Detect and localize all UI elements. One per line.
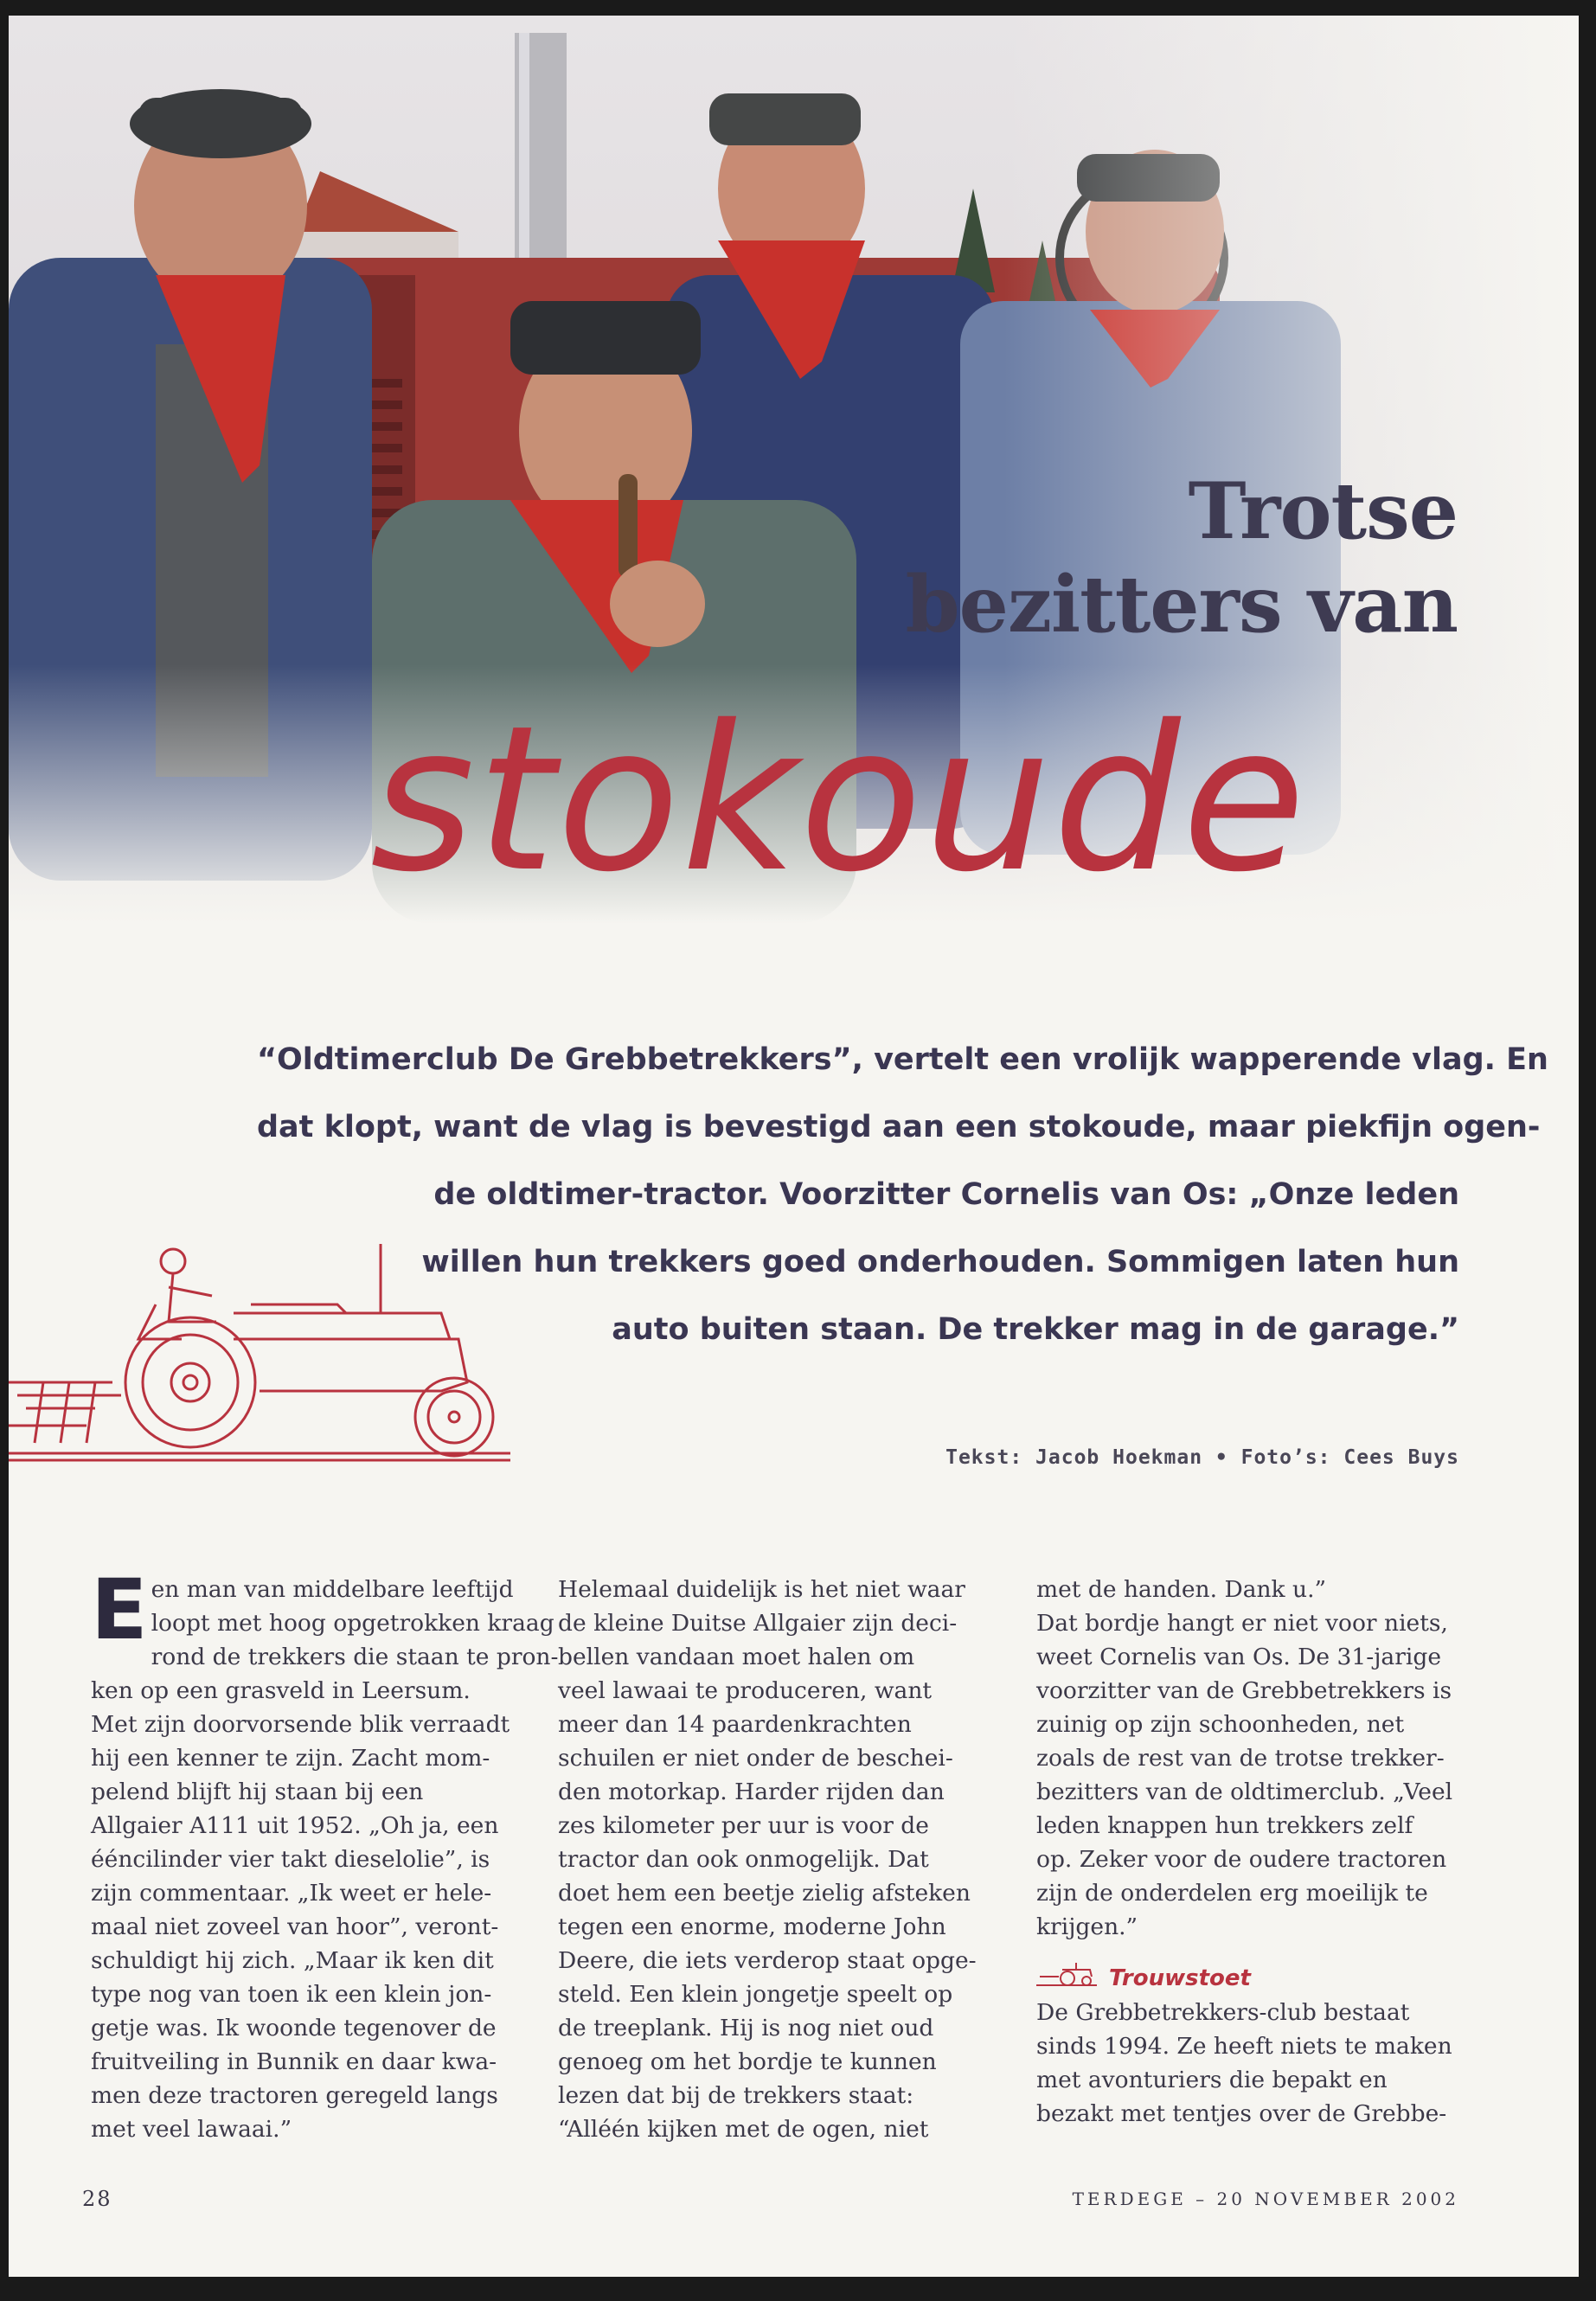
text-line: tractor dan ook onmogelijk. Dat	[558, 1846, 929, 1873]
text-line: type nog van toen ik een klein jon-	[91, 1981, 492, 2008]
text-line: Met zijn doorvorsende blik verraadt	[91, 1711, 510, 1738]
title-line-3: stokoude	[370, 683, 1308, 916]
text-line: sinds 1994. Ze heeft niets te maken	[1036, 2033, 1452, 2060]
page-number: 28	[82, 2187, 112, 2211]
text-line: met veel lawaai.”	[91, 2116, 292, 2143]
body-column-3	[1036, 1573, 1469, 2131]
magazine-page	[9, 16, 1579, 2277]
text-line: getje was. Ik woonde tegenover de	[91, 2015, 497, 2041]
text-line: zijn commentaar. „Ik weet er hele-	[91, 1880, 492, 1907]
text-line: zuinig op zijn schoonheden, net	[1036, 1711, 1405, 1738]
text-line: zes kilometer per uur is voor de	[558, 1812, 929, 1839]
text-line: hij een kenner te zijn. Zacht mom-	[91, 1745, 490, 1772]
text-line: men deze tractoren geregeld langs	[91, 2082, 498, 2109]
text-line: den motorkap. Harder rijden dan	[558, 1779, 945, 1805]
text-line: krijgen.”	[1036, 1913, 1138, 1940]
text-line: bezakt met tentjes over de Grebbe-	[1036, 2100, 1447, 2127]
text-line: schuldigt hij zich. „Maar ik ken dit	[91, 1947, 494, 1974]
text-line: en man van middelbare leeftijd	[151, 1576, 514, 1603]
text-line: pelend blijft hij staan bij een	[91, 1779, 424, 1805]
text-line: “Alléén kijken met de ogen, niet	[558, 2116, 929, 2143]
lead-line: auto buiten staan. De trekker mag in de garage.”	[612, 1312, 1459, 1347]
byline: Tekst: Jacob Hoekman • Foto’s: Cees Buys	[945, 1446, 1459, 1469]
text-line: voorzitter van de Grebbetrekkers is	[1036, 1677, 1452, 1704]
text-line: Allgaier A111 uit 1952. „Oh ja, een	[91, 1812, 499, 1839]
subheading-text: Trouwstoet	[1109, 1965, 1251, 1991]
text-line: zijn de onderdelen erg moeilijk te	[1036, 1880, 1428, 1907]
text-line: fruitveiling in Bunnik en daar kwa-	[91, 2048, 497, 2075]
text-line: tegen een enorme, moderne John	[558, 1913, 946, 1940]
lead-line: dat klopt, want de vlag is bevestigd aan een stokoude, maar piekfijn ogen-	[257, 1110, 1541, 1144]
subheading	[1036, 1959, 1469, 1996]
text-line: veel lawaai te produceren, want	[558, 1677, 933, 1704]
running-footer: TERDEGE – 20 NOVEMBER 2002	[1072, 2189, 1459, 2209]
text-line: weet Cornelis van Os. De 31-jarige	[1036, 1644, 1442, 1670]
text-line: rond de trekkers die staan te pron-	[151, 1644, 559, 1670]
text-line: schuilen er niet onder de beschei-	[558, 1745, 953, 1772]
text-line: de kleine Duitse Allgaier zijn deci-	[558, 1610, 958, 1637]
text-line: leden knappen hun trekkers zelf	[1036, 1812, 1413, 1839]
text-line: lezen dat bij de trekkers staat:	[558, 2082, 914, 2109]
text-line: de treeplank. Hij is nog niet oud	[558, 2015, 934, 2041]
small-tractor-icon	[1036, 1959, 1097, 1989]
body-column-2	[558, 1573, 990, 2146]
text-line: met de handen. Dank u.”	[1036, 1576, 1327, 1603]
text-line: op. Zeker voor de oudere tractoren	[1036, 1846, 1447, 1873]
lead-line: willen hun trekkers goed onderhouden. Sommigen laten hun	[421, 1245, 1459, 1279]
lead-line: “Oldtimerclub De Grebbetrekkers”, vertelt een vrolijk wapperende vlag. En	[257, 1042, 1548, 1077]
drop-cap: E	[91, 1561, 148, 1658]
text-line: Deere, die iets verderop staat opge-	[558, 1947, 977, 1974]
text-line: doet hem een beetje zielig afsteken	[558, 1880, 971, 1907]
text-line: steld. Een klein jongetje speelt op	[558, 1981, 953, 2008]
text-line: De Grebbetrekkers-club bestaat	[1036, 1999, 1410, 2026]
text-line: loopt met hoog opgetrokken kraag	[151, 1610, 554, 1637]
text-line: genoeg om het bordje te kunnen	[558, 2048, 937, 2075]
title-line-2: bezitters van	[905, 559, 1458, 651]
text-line: bezitters van de oldtimerclub. „Veel	[1036, 1779, 1453, 1805]
lead-line: de oldtimer-tractor. Voorzitter Cornelis van Os: „Onze leden	[433, 1177, 1459, 1212]
text-line: bellen vandaan moet halen om	[558, 1644, 915, 1670]
text-line: maal niet zoveel van hoor”, veront-	[91, 1913, 499, 1940]
text-line: meer dan 14 paardenkrachten	[558, 1711, 912, 1738]
text-line: ééncilinder vier takt dieselolie”, is	[91, 1846, 490, 1873]
title-line-1: Trotse	[1188, 465, 1458, 557]
text-line: met avonturiers die bepakt en	[1036, 2067, 1388, 2093]
text-line: zoals de rest van de trotse trekker-	[1036, 1745, 1445, 1772]
text-line: Helemaal duidelijk is het niet waar	[558, 1576, 965, 1603]
tractor-illustration	[9, 1209, 528, 1469]
body-column-1	[91, 1561, 559, 2146]
text-line: Dat bordje hangt er niet voor niets,	[1036, 1610, 1448, 1637]
text-line: ken op een grasveld in Leersum.	[91, 1677, 471, 1704]
